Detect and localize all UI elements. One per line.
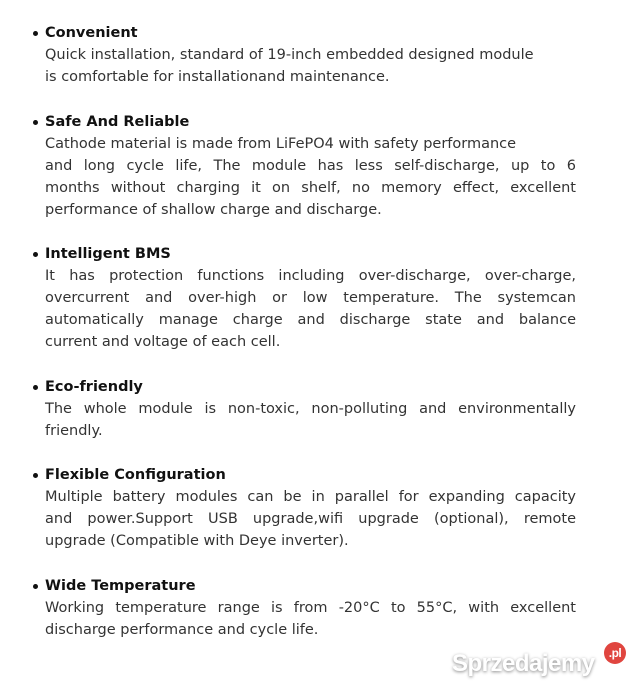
- feature-text-line: The whole module is non-toxic, non-polluting and environmentally: [45, 401, 576, 417]
- feature-text-line: and long cycle life, The module has less self-discharge, up to 6: [45, 158, 576, 174]
- watermark-badge: .pl: [604, 642, 626, 664]
- feature-text-line: friendly.: [45, 423, 103, 439]
- feature-text-line: upgrade (Compatible with Deye inverter).: [45, 533, 349, 549]
- feature-title: Flexible Configuration: [45, 464, 585, 486]
- feature-text-line: Cathode material is made from LiFePO4 with safety performance: [45, 136, 517, 152]
- feature-title: Wide Temperature: [45, 575, 585, 597]
- feature-title: Intelligent BMS: [45, 243, 585, 265]
- feature-text-line: overcurrent and over-high or low temperature. The systemcan: [45, 290, 576, 306]
- feature-section: [45, 464, 585, 552]
- feature-text-line: It has protection functions including over-discharge, over-charge,: [45, 268, 576, 284]
- feature-text-line: Multiple battery modules can be in parallel for expanding capacity: [45, 489, 576, 505]
- feature-text-line: current and voltage of each cell.: [45, 334, 281, 350]
- feature-section: [45, 111, 585, 221]
- feature-section: [45, 575, 585, 641]
- feature-text-line: performance of shallow charge and discharge.: [45, 202, 382, 218]
- feature-text-line: Quick installation, standard of 19-inch embedded designed module: [45, 47, 534, 63]
- feature-text-line: discharge performance and cycle life.: [45, 622, 319, 638]
- feature-title: Safe And Reliable: [45, 111, 585, 133]
- watermark-text: Sprzedajemy: [452, 650, 595, 677]
- feature-section: [45, 376, 585, 442]
- feature-section: [45, 22, 585, 88]
- feature-text-line: months without charging it on shelf, no memory effect, excellent: [45, 180, 576, 196]
- feature-text-line: Working temperature range is from -20°C to 55°C, with excellent: [45, 600, 576, 616]
- feature-text-line: is comfortable for installationand maintenance.: [45, 69, 390, 85]
- feature-text-line: automatically manage charge and discharge state and balance: [45, 312, 576, 328]
- feature-title: Convenient: [45, 22, 585, 44]
- feature-title: Eco-friendly: [45, 376, 585, 398]
- feature-text-line: and power.Support USB upgrade,wifi upgrade (optional), remote: [45, 511, 576, 527]
- watermark-logo: [452, 646, 622, 678]
- feature-section: [45, 243, 585, 353]
